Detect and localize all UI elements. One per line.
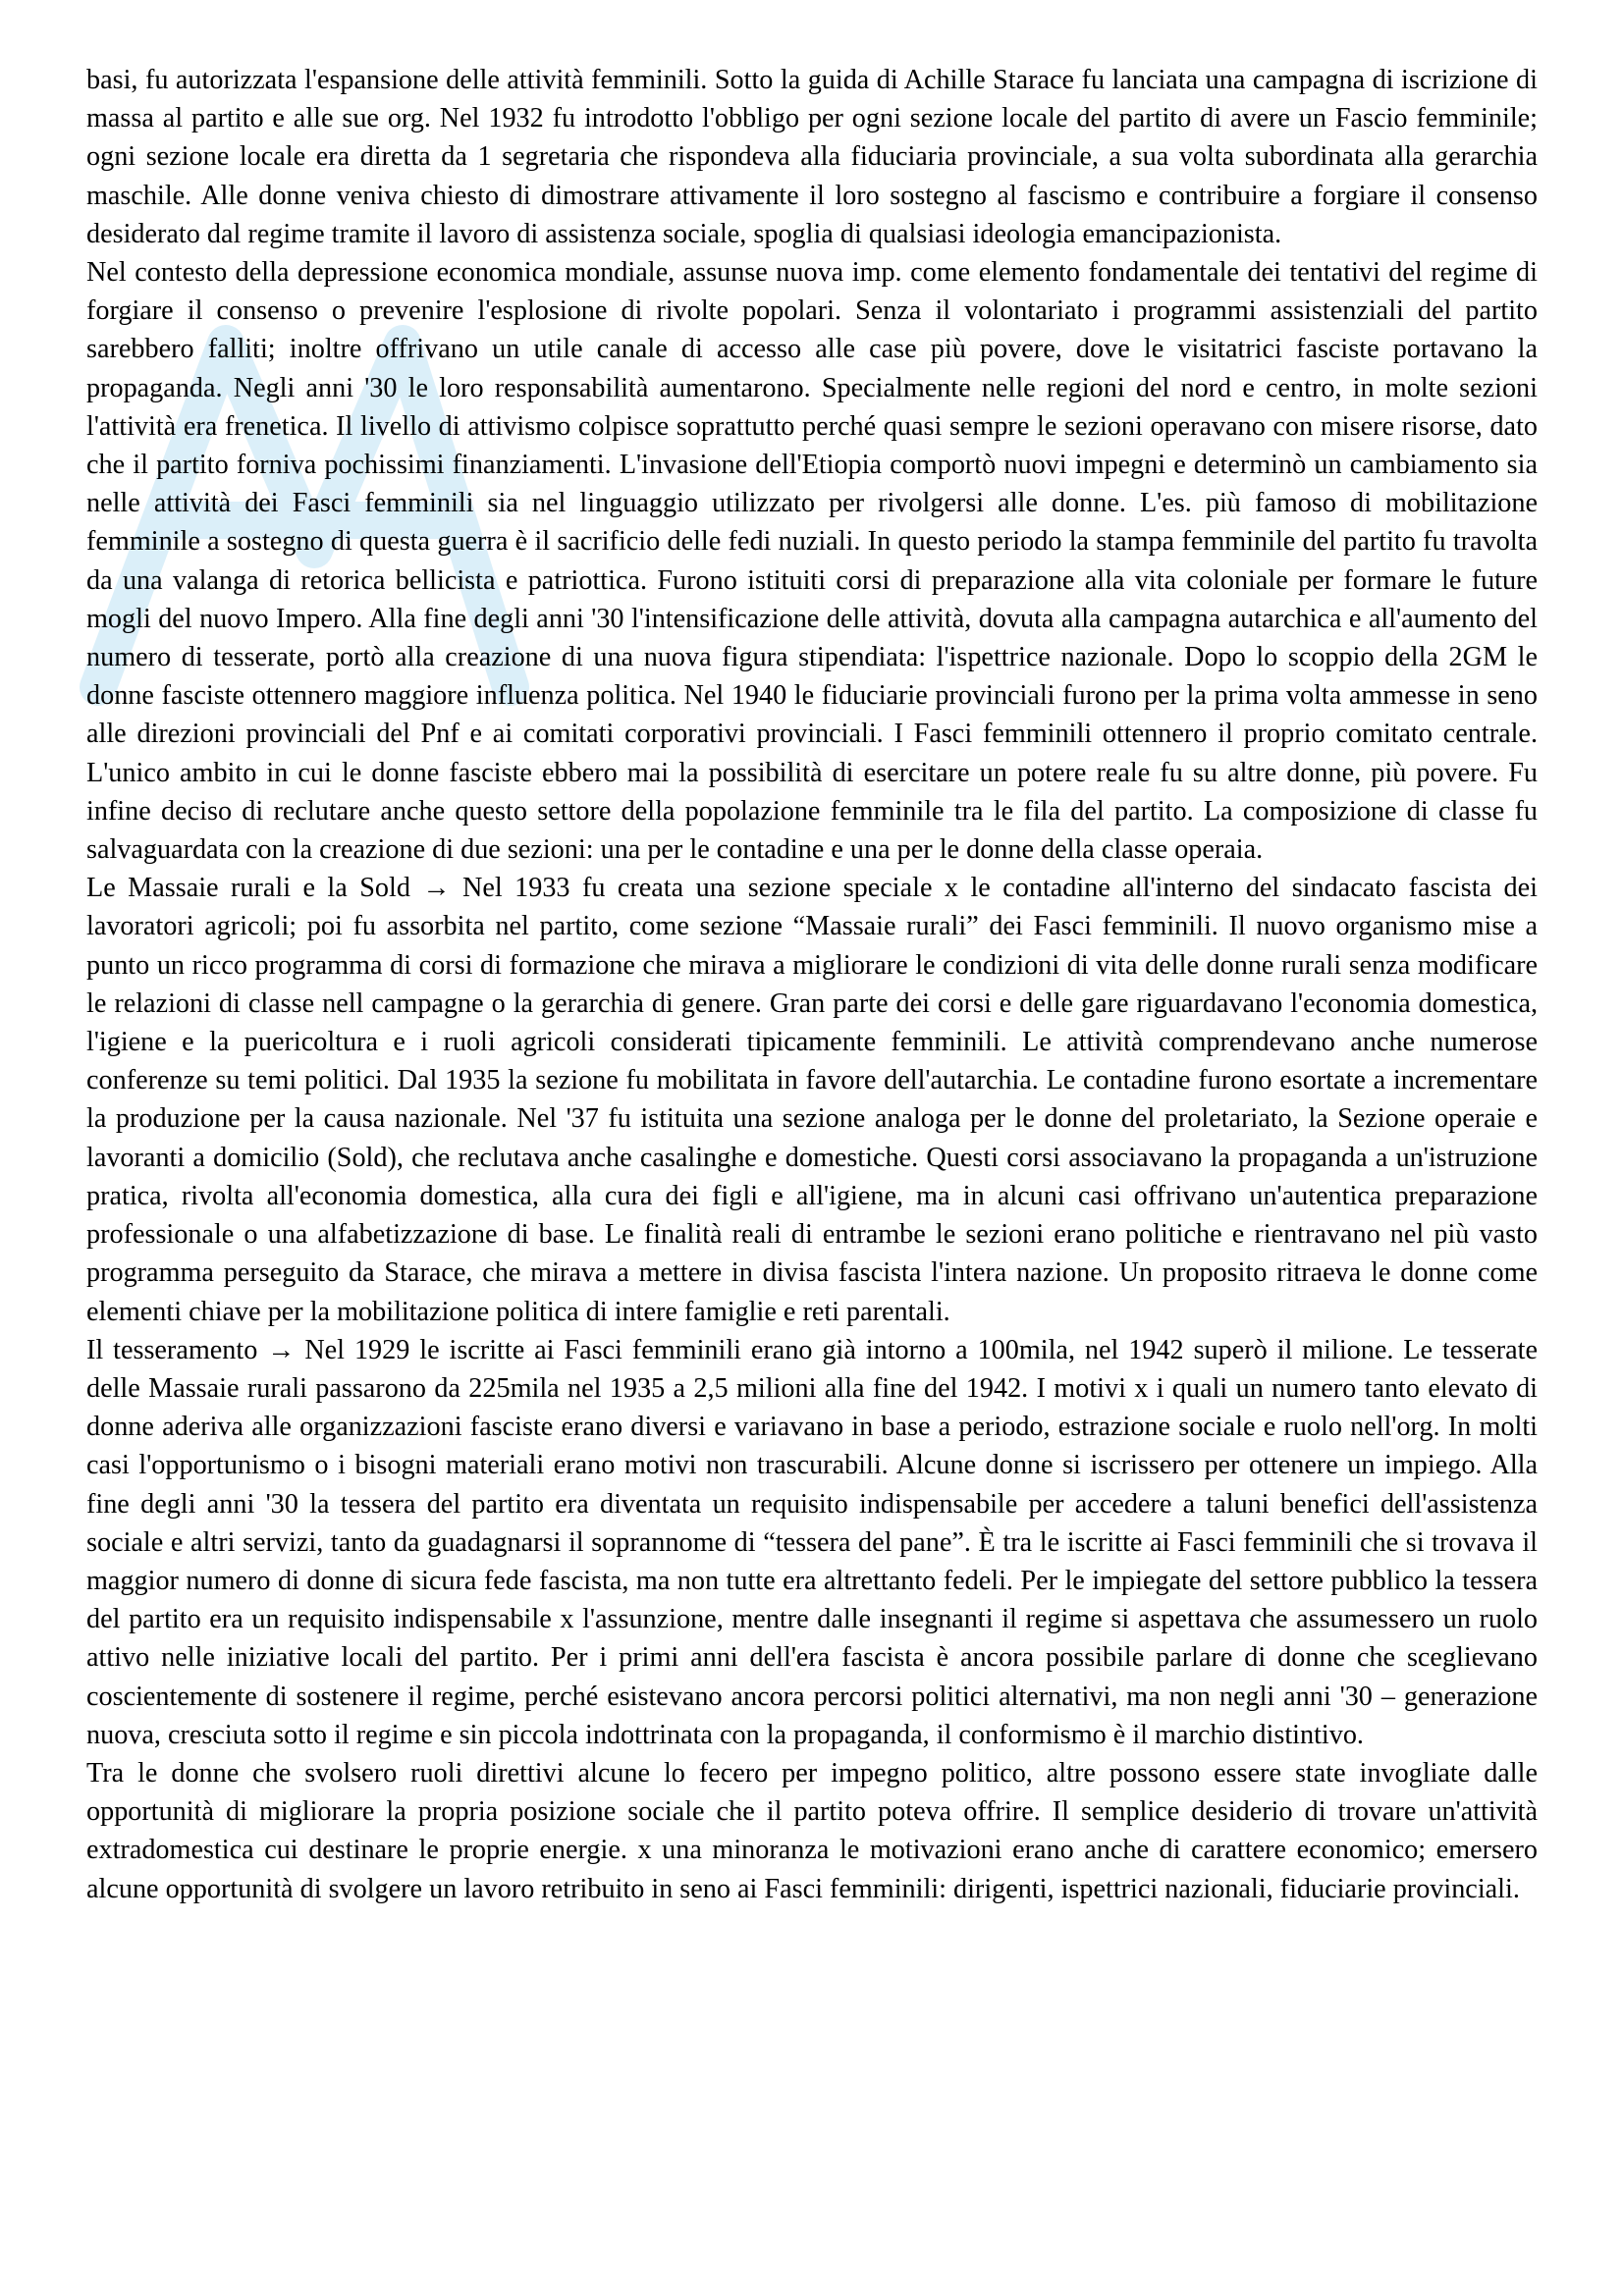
paragraph-fasci-expansion: basi, fu autorizzata l'espansione delle attività femminili. Sotto la guida di Achille Starace fu lanciata una campagna di iscrizione di massa al partito e alle sue org. Nel 1932 fu introdotto l'obbligo per ogni sezione locale del partito di avere un Fascio femminile; ogni sezione locale era diretta da 1 segretaria che rispondeva alla fiduciaria provinciale, a sua volta subordinata alla gerarchia maschile. Alle donne veniva chiesto di dimostrare attivamente il loro sostegno al fascismo e contribuire a forgiare il consenso desiderato dal regime tramite il lavoro di assistenza sociale, spoglia di qualsiasi ideologia emancipazionista. bbox=[86, 65, 1538, 249]
paragraph-massaie-rurali-sold: Le Massaie rurali e la Sold → Nel 1933 fu creata una sezione speciale x le contadine all'interno del sindacato fascista dei lavoratori agricoli; poi fu assorbita nel partito, come sezione “Massaie rurali” dei Fasci femminili. Il nuovo organismo mise a punto un ricco programma di corsi di formazione che mirava a migliorare le condizioni di vita delle donne rurali senza modificare le relazioni di classe nell campagne o la gerarchia di genere. Gran parte dei corsi e delle gare riguardavano l'economia domestica, l'igiene e la puericoltura e i ruoli agricoli considerati tipicamente femminili. Le attività comprendevano anche numerose conferenze su temi politici. Dal 1935 la sezione fu mobilitata in favore dell'autarchia. Le contadine furono esortate a incrementare la produzione per la causa nazionale. Nel '37 fu istituita una sezione analoga per le donne del proletariato, la Sezione operaie e lavoranti a domicilio (Sold), che reclutava anche casalinghe e domestiche. Questi corsi associavano la propaganda a un'istruzione pratica, rivolta all'economia domestica, alla cura dei figli e all'igiene, ma in alcuni casi offrivano un'autentica preparazione professionale o una alfabetizzazione di base. Le finalità reali di entrambe le sezioni erano politiche e rientravano nel più vasto programma perseguito da Starace, che mirava a mettere in divisa fascista l'intera nazione. Un proposito ritraeva le donne come elementi chiave per la mobilitazione politica di intere famiglie e reti parentali. bbox=[86, 873, 1538, 1327]
paragraph-depression-context: Nel contesto della depressione economica mondiale, assunse nuova imp. come elemento fondamentale dei tentativi del regime di forgiare il consenso o prevenire l'esplosione di rivolte popolari. Senza il volontariato i programmi assistenziali del partito sarebbero falliti; inoltre offrivano un utile canale di accesso alle case più povere, dove le visitatrici fasciste portavano la propaganda. Negli anni '30 le loro responsabilità aumentarono. Specialmente nelle regioni del nord e centro, in molte sezioni l'attività era frenetica. Il livello di attivismo colpisce soprattutto perché quasi sempre le sezioni operavano con misere risorse, dato che il partito forniva pochissimi finanziamenti. L'invasione dell'Etiopia comportò nuovi impegni e determinò un cambiamento sia nelle attività dei Fasci femminili sia nel linguaggio utilizzato per rivolgersi alle donne. L'es. più famoso di mobilitazione femminile a sostegno di questa guerra è il sacrificio delle fedi nuziali. In questo periodo la stampa femminile del partito fu travolta da una valanga di retorica bellicista e patriottica. Furono istituiti corsi di preparazione alla vita coloniale per formare le future mogli del nuovo Impero. Alla fine degli anni '30 l'intensificazione delle attività, dovuta alla campagna autarchica e all'aumento del numero di tesserate, portò alla creazione di una nuova figura stipendiata: l'ispettrice nazionale. Dopo lo scoppio della 2GM le donne fasciste ottennero maggiore influenza politica. Nel 1940 le fiduciarie provinciali furono per la prima volta ammesse in seno alle direzioni provinciali del Pnf e ai comitati corporativi provinciali. I Fasci femminili ottennero il proprio comitato centrale. L'unico ambito in cui le donne fasciste ebbero mai la possibilità di esercitare un potere reale fu su altre donne, più povere. Fu infine deciso di reclutare anche questo settore della popolazione femminile tra le fila del partito. La composizione di classe fu salvaguardata con la creazione di due sezioni: una per le contadine e una per le donne della classe operaia. bbox=[86, 257, 1538, 866]
document-page bbox=[86, 61, 1538, 1908]
paragraph-tesseramento: Il tesseramento → Nel 1929 le iscritte ai Fasci femminili erano già intorno a 100mila, nel 1942 superò il milione. Le tesserate delle Massaie rurali passarono da 225mila nel 1935 a 2,5 milioni alla fine del 1942. I motivi x i quali un numero tanto elevato di donne aderiva alle organizzazioni fasciste erano diversi e variavano in base a periodo, estrazione sociale e ruolo nell'org. In molti casi l'opportunismo o i bisogni materiali erano motivi non trascurabili. Alcune donne si iscrissero per ottenere un impiego. Alla fine degli anni '30 la tessera del partito era diventata un requisito indispensabile per accedere a taluni benefici dell'assistenza sociale e altri servizi, tanto da guadagnarsi il soprannome di “tessera del pane”. È tra le iscritte ai Fasci femminili che si trovava il maggior numero di donne di sicura fede fascista, ma non tutte era altrettanto fedeli. Per le impiegate del settore pubblico la tessera del partito era un requisito indispensabile x l'assunzione, mentre dalle insegnanti il regime si aspettava che assumessero un ruolo attivo nelle iniziative locali del partito. Per i primi anni dell'era fascista è ancora possibile parlare di donne che sceglievano coscientemente di sostenere il regime, perché esistevano ancora percorsi politici alternativi, ma non negli anni '30 – generazione nuova, cresciuta sotto il regime e sin piccola indottrinata con la propaganda, il conformismo è il marchio distintivo. bbox=[86, 1334, 1538, 1750]
paragraph-ruoli-direttivi: Tra le donne che svolsero ruoli direttivi alcune lo fecero per impegno politico, altre possono essere state invogliate dalle opportunità di migliorare la propria posizione sociale che il partito poteva offrire. Il semplice desiderio di trovare un'attività extradomestica cui destinare le proprie energie. x una minoranza le motivazioni erano anche di carattere economico; emersero alcune opportunità di svolgere un lavoro retribuito in seno ai Fasci femminili: dirigenti, ispettrici nazionali, fiduciarie provinciali. bbox=[86, 1757, 1538, 1904]
